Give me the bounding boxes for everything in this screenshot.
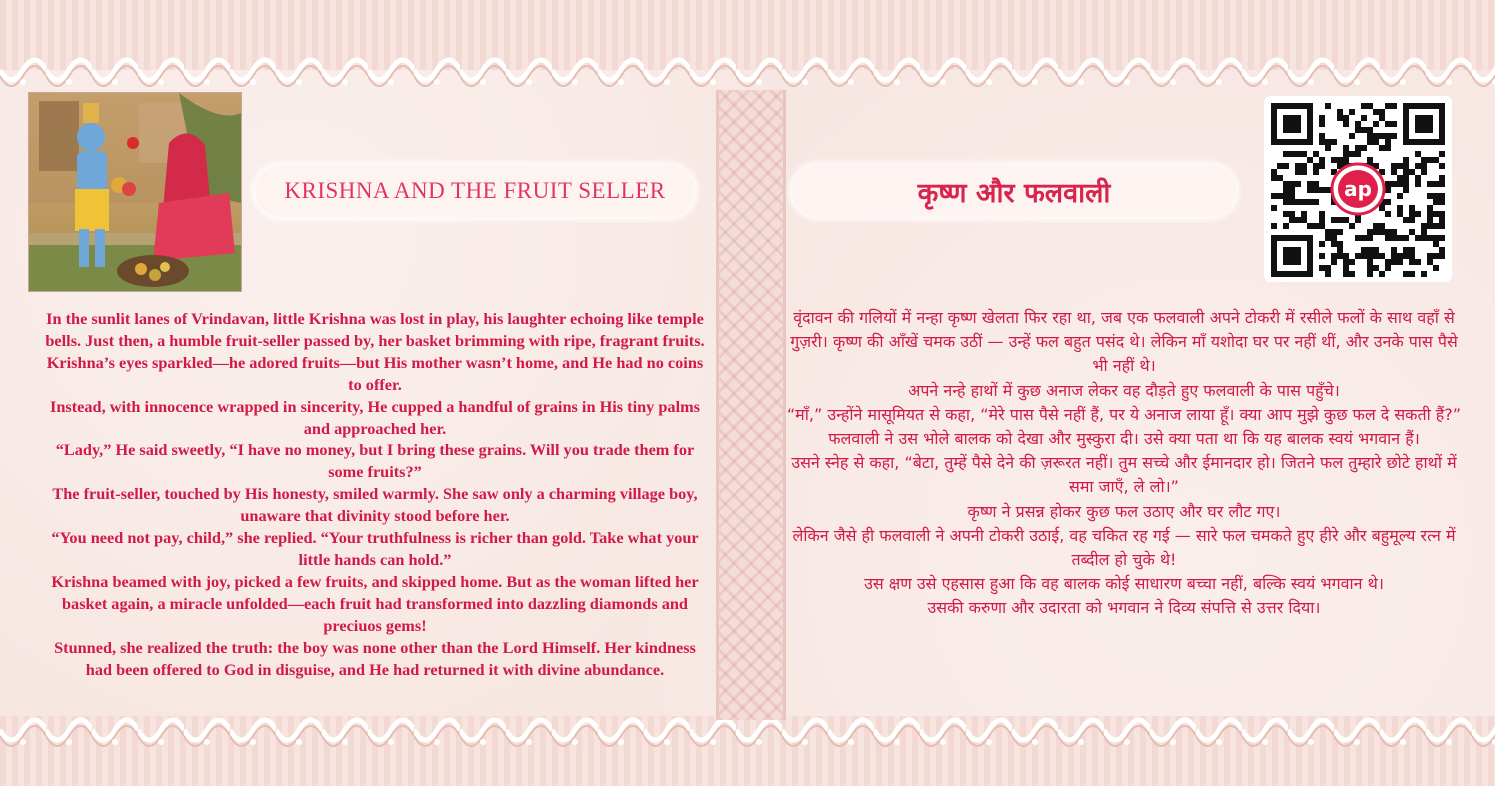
qr-module (1325, 139, 1331, 145)
qr-module (1331, 253, 1337, 259)
qr-module (1391, 133, 1397, 139)
qr-module (1367, 139, 1373, 145)
qr-module (1439, 175, 1445, 181)
qr-module (1439, 163, 1445, 169)
qr-module (1301, 217, 1307, 223)
english-paragraph-6: Krishna beamed with joy, picked a few fruits, and skipped home. But as the woman lifted her basket again, a miracle unfolded—each fruit had transformed into dazzling diamonds and preciuos gems! (51, 571, 699, 635)
qr-module (1415, 181, 1421, 187)
qr-module (1427, 157, 1433, 163)
qr-module (1403, 169, 1409, 175)
qr-module (1331, 229, 1337, 235)
qr-module (1283, 151, 1289, 157)
qr-module (1373, 223, 1379, 229)
qr-module (1433, 211, 1439, 217)
qr-module (1385, 121, 1391, 127)
qr-module (1421, 223, 1427, 229)
qr-module (1289, 187, 1295, 193)
qr-module (1433, 181, 1439, 187)
qr-module (1367, 229, 1373, 235)
qr-module (1337, 109, 1343, 115)
qr-module (1427, 205, 1433, 211)
qr-module (1391, 247, 1397, 253)
qr-module (1319, 241, 1325, 247)
qr-module (1319, 187, 1325, 193)
english-paragraph-4: The fruit-seller, touched by His honesty, smiled warmly. She saw only a charming village boy, unaware that divinity stood before her. (52, 484, 698, 526)
qr-module (1313, 163, 1319, 169)
qr-module (1409, 259, 1415, 265)
qr-module (1403, 247, 1409, 253)
qr-module (1415, 211, 1421, 217)
qr-module (1403, 235, 1409, 241)
qr-module (1409, 253, 1415, 259)
qr-module (1397, 163, 1403, 169)
qr-module (1271, 175, 1277, 181)
qr-module (1439, 247, 1445, 253)
qr-module (1373, 139, 1379, 145)
qr-module (1313, 223, 1319, 229)
qr-module (1373, 133, 1379, 139)
qr-module (1397, 211, 1403, 217)
qr-module (1379, 145, 1385, 151)
qr-module (1307, 223, 1313, 229)
qr-module (1421, 163, 1427, 169)
qr-module (1355, 145, 1361, 151)
qr-module (1433, 241, 1439, 247)
qr-module (1415, 175, 1421, 181)
qr-module (1397, 181, 1403, 187)
qr-module (1397, 193, 1403, 199)
qr-module (1439, 235, 1445, 241)
qr-module (1343, 151, 1349, 157)
qr-module (1301, 163, 1307, 169)
qr-module (1361, 115, 1367, 121)
qr-module (1403, 271, 1409, 277)
qr-module (1319, 265, 1325, 271)
qr-module (1391, 253, 1397, 259)
qr-module (1403, 175, 1409, 181)
qr-module (1367, 265, 1373, 271)
qr-module (1343, 259, 1349, 265)
qr-module (1361, 145, 1367, 151)
qr-module (1427, 193, 1433, 199)
qr-module (1427, 223, 1433, 229)
qr-module (1385, 235, 1391, 241)
qr-module (1307, 187, 1313, 193)
qr-module (1373, 253, 1379, 259)
qr-module (1391, 163, 1397, 169)
qr-module (1367, 127, 1373, 133)
qr-module (1403, 253, 1409, 259)
qr-module (1319, 133, 1325, 139)
qr-module (1283, 211, 1289, 217)
qr-module (1325, 103, 1331, 109)
qr-module (1361, 247, 1367, 253)
qr-module (1421, 169, 1427, 175)
qr-module (1427, 181, 1433, 187)
qr-module (1337, 229, 1343, 235)
qr-module (1433, 199, 1439, 205)
publisher-logo (1330, 162, 1386, 216)
english-paragraph-2: Instead, with innocence wrapped in sincerity, He cupped a handful of grains in His tiny palms and approached her. (50, 396, 700, 438)
qr-module (1289, 151, 1295, 157)
qr-module (1391, 235, 1397, 241)
qr-module (1319, 121, 1325, 127)
qr-module (1397, 175, 1403, 181)
qr-module (1355, 235, 1361, 241)
qr-module (1409, 229, 1415, 235)
qr-module (1373, 121, 1379, 127)
qr-module (1361, 127, 1367, 133)
publisher-logo-text: ap (1344, 177, 1372, 201)
qr-module (1421, 229, 1427, 235)
qr-module (1349, 223, 1355, 229)
qr-module (1325, 271, 1331, 277)
qr-module (1313, 187, 1319, 193)
qr-module (1301, 169, 1307, 175)
qr-module (1295, 181, 1301, 187)
qr-module (1313, 169, 1319, 175)
qr-module (1427, 217, 1433, 223)
qr-module (1337, 115, 1343, 121)
qr-module (1403, 157, 1409, 163)
qr-module (1409, 211, 1415, 217)
qr-module (1409, 169, 1415, 175)
qr-module (1409, 247, 1415, 253)
qr-module (1409, 217, 1415, 223)
qr-module (1337, 241, 1343, 247)
qr-module (1295, 199, 1301, 205)
qr-module (1391, 181, 1397, 187)
qr-module (1355, 217, 1361, 223)
bottom-scallop-border (0, 716, 1495, 756)
qr-module (1391, 259, 1397, 265)
qr-module (1433, 193, 1439, 199)
english-paragraph-1: In the sunlit lanes of Vrindavan, little Krishna was lost in play, his laughter echoing like temple bells. Just then, a humble fruit-seller passed by, her basket brimming with ripe, fragrant fruits. Krishna’s eyes sparkled—he adored fruits—but His mother wasn’t home, and He had no coins to offer. (45, 309, 705, 394)
qr-module (1439, 193, 1445, 199)
qr-module (1289, 217, 1295, 223)
qr-module (1379, 229, 1385, 235)
qr-module (1349, 133, 1355, 139)
qr-module (1385, 133, 1391, 139)
qr-module (1379, 223, 1385, 229)
qr-module (1373, 109, 1379, 115)
qr-module (1289, 199, 1295, 205)
qr-module (1355, 121, 1361, 127)
qr-module (1271, 169, 1277, 175)
qr-module (1367, 253, 1373, 259)
qr-module (1295, 151, 1301, 157)
qr-module (1331, 217, 1337, 223)
qr-module (1403, 163, 1409, 169)
qr-module (1355, 151, 1361, 157)
qr-module (1271, 193, 1277, 199)
qr-module (1307, 157, 1313, 163)
qr-module (1367, 259, 1373, 265)
qr-module (1439, 211, 1445, 217)
qr-module (1343, 145, 1349, 151)
qr-module (1379, 133, 1385, 139)
hindi-paragraph-4: फलवाली ने उस भोले बालक को देखा और मुस्कुरा दी। उसे क्या पता था कि यह बालक स्वयं भगवान हैं। (828, 429, 1420, 449)
qr-module (1367, 271, 1373, 277)
qr-module (1337, 253, 1343, 259)
qr-module (1295, 169, 1301, 175)
qr-module (1415, 163, 1421, 169)
center-ornamental-divider (716, 90, 786, 720)
qr-module (1343, 217, 1349, 223)
qr-module (1349, 271, 1355, 277)
qr-module (1415, 259, 1421, 265)
qr-module (1373, 247, 1379, 253)
qr-module (1409, 205, 1415, 211)
qr-module (1397, 235, 1403, 241)
qr-module (1415, 151, 1421, 157)
qr-code[interactable] (1264, 96, 1452, 282)
qr-module (1415, 115, 1433, 133)
hindi-story (786, 306, 1462, 621)
qr-module (1391, 103, 1397, 109)
qr-module (1403, 187, 1409, 193)
qr-module (1403, 181, 1409, 187)
qr-module (1319, 217, 1325, 223)
qr-module (1373, 229, 1379, 235)
qr-module (1391, 229, 1397, 235)
qr-module (1379, 253, 1385, 259)
hindi-paragraph-8: उस क्षण उसे एहसास हुआ कि वह बालक कोई साधारण बच्चा नहीं, बल्कि स्वयं भगवान थे। (864, 574, 1384, 594)
qr-module (1319, 253, 1325, 259)
qr-module (1337, 217, 1343, 223)
qr-module (1421, 157, 1427, 163)
qr-module (1367, 247, 1373, 253)
qr-module (1433, 265, 1439, 271)
qr-module (1295, 217, 1301, 223)
qr-module (1433, 157, 1439, 163)
qr-module (1355, 253, 1361, 259)
qr-module (1361, 253, 1367, 259)
qr-module (1319, 163, 1325, 169)
qr-module (1385, 103, 1391, 109)
qr-module (1355, 127, 1361, 133)
qr-module (1319, 211, 1325, 217)
qr-module (1439, 223, 1445, 229)
qr-module (1295, 163, 1301, 169)
qr-module (1283, 115, 1301, 133)
qr-module (1325, 145, 1331, 151)
qr-module (1331, 139, 1337, 145)
qr-module (1391, 121, 1397, 127)
qr-module (1379, 109, 1385, 115)
qr-module (1427, 211, 1433, 217)
qr-module (1289, 211, 1295, 217)
english-title: KRISHNA AND THE FRUIT SELLER (284, 178, 666, 203)
qr-module (1331, 259, 1337, 265)
qr-module (1319, 139, 1325, 145)
qr-module (1301, 199, 1307, 205)
qr-module (1349, 151, 1355, 157)
qr-module (1397, 253, 1403, 259)
qr-module (1379, 115, 1385, 121)
qr-module (1319, 223, 1325, 229)
qr-module (1325, 229, 1331, 235)
qr-module (1289, 181, 1295, 187)
qr-module (1343, 115, 1349, 121)
qr-module (1343, 271, 1349, 277)
qr-module (1343, 253, 1349, 259)
qr-module (1439, 181, 1445, 187)
english-paragraph-3: “Lady,” He said sweetly, “I have no money, but I bring these grains. Will you trade them for some fruits?” (55, 440, 695, 482)
qr-module (1349, 259, 1355, 265)
qr-module (1337, 247, 1343, 253)
qr-module (1415, 235, 1421, 241)
qr-module (1283, 181, 1289, 187)
english-paragraph-7: Stunned, she realized the truth: the boy was none other than the Lord Himself. Her kindness had been offered to God in disguise, and He had returned it with divine abundance. (54, 637, 696, 679)
qr-module (1433, 253, 1439, 259)
hindi-paragraph-9: उसकी करुणा और उदारता को भगवान ने दिव्य संपत्ति से उत्तर दिया। (927, 598, 1321, 618)
qr-module (1301, 151, 1307, 157)
qr-module (1367, 103, 1373, 109)
hindi-paragraph-1: वृंदावन की गलियों में नन्हा कृष्ण खेलता फिर रहा था, जब एक फलवाली अपने टोकरी में रसीले फलों के साथ वहाँ से गुज़री। कृष्ण की आँखें चमक उठीं — उन्हें फल बहुत पसंद थे। लेकिन माँ यशोदा घर पर नहीं थीं, और उनके पास पैसे भी नहीं थे। (790, 308, 1458, 376)
qr-module (1433, 235, 1439, 241)
qr-module (1271, 205, 1277, 211)
qr-module (1283, 247, 1301, 265)
qr-module (1385, 145, 1391, 151)
qr-module (1421, 271, 1427, 277)
qr-module (1283, 163, 1289, 169)
english-story (40, 308, 710, 680)
qr-module (1439, 151, 1445, 157)
qr-module (1427, 253, 1433, 259)
qr-module (1367, 235, 1373, 241)
qr-module (1319, 115, 1325, 121)
qr-module (1283, 187, 1289, 193)
qr-module (1313, 151, 1319, 157)
hindi-paragraph-3: “माँ,” उन्होंने मासूमियत से कहा, “मेरे पास पैसे नहीं हैं, पर ये अनाज लाया हूँ। क्या आप मुझे कुछ फल दे सकती हैं?” (786, 404, 1462, 424)
hindi-title: कृष्ण और फलवाली (917, 177, 1111, 209)
qr-module (1277, 163, 1283, 169)
qr-module (1277, 193, 1283, 199)
hindi-paragraph-6: कृष्ण ने प्रसन्न होकर कुछ फल उठाए और घर लौट गए। (967, 501, 1281, 521)
qr-module (1385, 265, 1391, 271)
qr-module (1391, 169, 1397, 175)
qr-module (1313, 199, 1319, 205)
qr-module (1439, 217, 1445, 223)
qr-module (1385, 229, 1391, 235)
qr-module (1397, 259, 1403, 265)
qr-module (1325, 235, 1331, 241)
qr-module (1403, 217, 1409, 223)
qr-module (1409, 271, 1415, 277)
qr-module (1325, 265, 1331, 271)
qr-module (1373, 265, 1379, 271)
hindi-paragraph-7: लेकिन जैसे ही फलवाली ने अपनी टोकरी उठाई, वह चकित रह गई — सारे फल चमकते हुए हीरे और बहुमूल्य रत्न में तब्दील हो चुके थे! (792, 525, 1456, 570)
hindi-title-banner (792, 165, 1236, 217)
qr-module (1331, 235, 1337, 241)
qr-module (1439, 253, 1445, 259)
qr-module (1433, 223, 1439, 229)
qr-module (1343, 121, 1349, 127)
qr-module (1427, 259, 1433, 265)
qr-module (1439, 199, 1445, 205)
qr-module (1385, 139, 1391, 145)
english-title-banner (255, 165, 695, 217)
qr-module (1343, 265, 1349, 271)
qr-module (1367, 133, 1373, 139)
qr-module (1331, 241, 1337, 247)
krishna-illustration (28, 92, 242, 292)
qr-module (1307, 199, 1313, 205)
qr-module (1289, 193, 1295, 199)
qr-module (1283, 223, 1289, 229)
qr-module (1283, 199, 1289, 205)
qr-module (1271, 223, 1277, 229)
qr-module (1361, 103, 1367, 109)
qr-module (1379, 271, 1385, 277)
qr-module (1301, 211, 1307, 217)
hindi-paragraph-2: अपने नन्हे हाथों में कुछ अनाज लेकर वह दौड़ते हुए फलवाली के पास पहुँचे। (908, 380, 1340, 400)
qr-module (1385, 259, 1391, 265)
hindi-paragraph-5: उसने स्नेह से कहा, “बेटा, तुम्हें पैसे देने की ज़रूरत नहीं। तुम सच्चे और ईमानदार हो। जितने फल तुम्हारे छोटे हाथों में समा जाएँ, ले लो।” (791, 453, 1457, 497)
qr-module (1421, 235, 1427, 241)
qr-module (1361, 235, 1367, 241)
qr-module (1283, 193, 1289, 199)
qr-module (1349, 109, 1355, 115)
qr-module (1319, 157, 1325, 163)
qr-module (1307, 181, 1313, 187)
english-paragraph-5: “You need not pay, child,” she replied. “Your truthfulness is richer than gold. Take what your little hands can hold.” (51, 528, 699, 569)
qr-module (1313, 181, 1319, 187)
qr-module (1397, 205, 1403, 211)
qr-module (1427, 235, 1433, 241)
qr-module (1277, 175, 1283, 181)
